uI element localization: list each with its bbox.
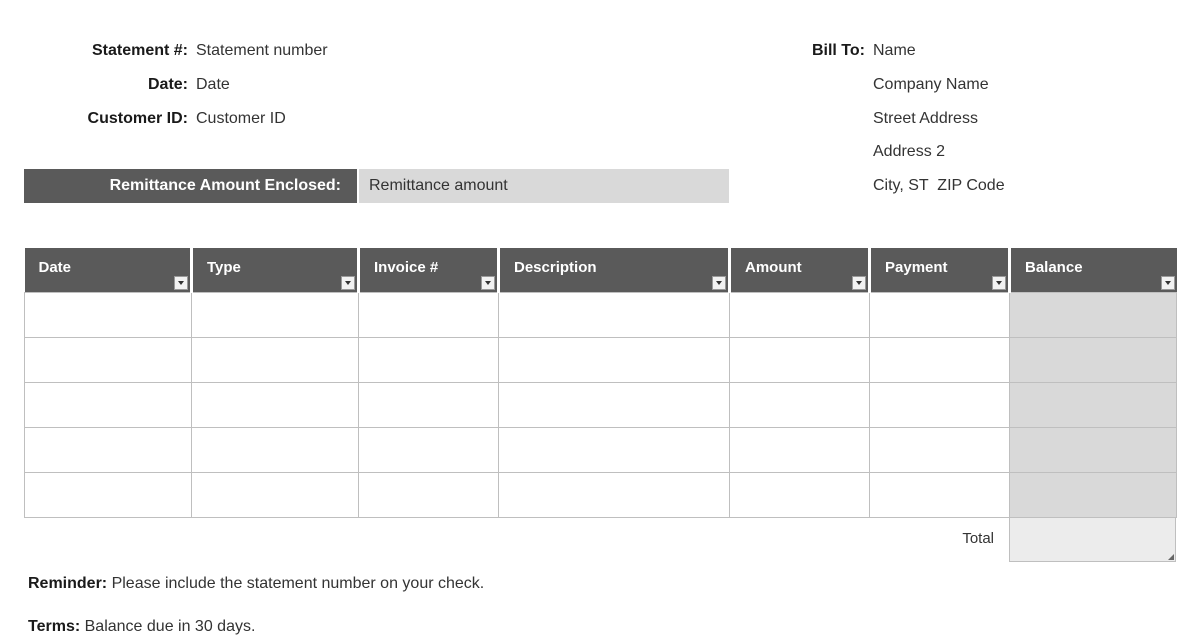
bill-to-city-state-zip[interactable]: City, ST ZIP Code — [873, 177, 1005, 194]
bill-to-address2[interactable]: Address 2 — [873, 143, 946, 160]
table-row — [25, 292, 1177, 337]
column-header-date — [25, 248, 192, 292]
balance-cell[interactable] — [1010, 472, 1177, 517]
description-cell[interactable] — [499, 382, 730, 427]
total-balance-cell[interactable] — [1009, 517, 1176, 562]
type-cell[interactable] — [192, 427, 359, 472]
type-cell[interactable] — [192, 382, 359, 427]
customer-id-label: Customer ID: — [87, 110, 188, 127]
invoice-cell[interactable] — [359, 337, 499, 382]
table-header-row — [25, 248, 1177, 292]
description-cell[interactable] — [499, 427, 730, 472]
column-header-label: Date — [38, 259, 72, 277]
date-label: Date: — [147, 76, 188, 93]
column-header-balance — [1010, 248, 1177, 292]
column-header-label: Amount — [745, 259, 802, 277]
filter-dropdown-icon[interactable] — [341, 276, 355, 290]
invoice-cell[interactable] — [359, 292, 499, 337]
payment-cell[interactable] — [870, 427, 1010, 472]
column-header-type — [192, 248, 359, 292]
amount-cell[interactable] — [730, 382, 870, 427]
filter-dropdown-icon[interactable] — [992, 276, 1006, 290]
column-header-payment — [870, 248, 1010, 292]
type-cell[interactable] — [192, 337, 359, 382]
table-row — [25, 427, 1177, 472]
bill-to-company[interactable]: Company Name — [873, 76, 989, 93]
type-cell[interactable] — [192, 472, 359, 517]
type-cell[interactable] — [192, 292, 359, 337]
description-cell[interactable] — [499, 292, 730, 337]
column-header-description — [499, 248, 730, 292]
column-header-label: Invoice # — [374, 259, 439, 277]
payment-cell[interactable] — [870, 382, 1010, 427]
remittance-label: Remittance Amount Enclosed: — [24, 169, 357, 203]
filter-dropdown-icon[interactable] — [1161, 276, 1175, 290]
total-label: Total — [962, 530, 994, 547]
invoice-cell[interactable] — [359, 382, 499, 427]
table-row — [25, 472, 1177, 517]
payment-cell[interactable] — [870, 472, 1010, 517]
balance-cell[interactable] — [1010, 292, 1177, 337]
date-cell[interactable] — [25, 292, 192, 337]
reminder-text[interactable]: Please include the statement number on your check. — [111, 575, 485, 592]
balance-cell[interactable] — [1010, 382, 1177, 427]
column-header-label: Balance — [1025, 259, 1083, 277]
reminder-note — [28, 575, 484, 593]
balance-cell[interactable] — [1010, 427, 1177, 472]
invoice-cell[interactable] — [359, 427, 499, 472]
filter-dropdown-icon[interactable] — [712, 276, 726, 290]
date-cell[interactable] — [25, 337, 192, 382]
column-header-invoice — [359, 248, 499, 292]
amount-cell[interactable] — [730, 337, 870, 382]
bill-to-street[interactable]: Street Address — [873, 110, 978, 127]
table-row — [25, 337, 1177, 382]
filter-dropdown-icon[interactable] — [481, 276, 495, 290]
statement-table — [24, 248, 1177, 518]
reminder-label: Reminder: — [28, 575, 108, 592]
table-row — [25, 382, 1177, 427]
column-header-label: Type — [207, 259, 241, 277]
customer-id-value[interactable]: Customer ID — [196, 110, 286, 127]
date-cell[interactable] — [25, 382, 192, 427]
date-value[interactable]: Date — [196, 76, 230, 93]
description-cell[interactable] — [499, 472, 730, 517]
column-header-label: Description — [514, 259, 597, 277]
column-header-amount — [730, 248, 870, 292]
payment-cell[interactable] — [870, 292, 1010, 337]
column-header-label: Payment — [885, 259, 948, 277]
invoice-cell[interactable] — [359, 472, 499, 517]
terms-text[interactable]: Balance due in 30 days. — [84, 618, 256, 635]
filter-dropdown-icon[interactable] — [174, 276, 188, 290]
description-cell[interactable] — [499, 337, 730, 382]
bill-to-name[interactable]: Name — [873, 42, 916, 59]
statement-number-value[interactable]: Statement number — [196, 42, 328, 59]
bill-to-label: Bill To: — [811, 42, 865, 59]
payment-cell[interactable] — [870, 337, 1010, 382]
terms-label: Terms: — [28, 618, 81, 635]
statement-number-label: Statement #: — [91, 42, 188, 59]
amount-cell[interactable] — [730, 292, 870, 337]
fill-handle-icon[interactable] — [1168, 554, 1174, 560]
date-cell[interactable] — [25, 427, 192, 472]
balance-cell[interactable] — [1010, 337, 1177, 382]
date-cell[interactable] — [25, 472, 192, 517]
terms-note — [28, 618, 255, 636]
remittance-amount-field[interactable]: Remittance amount — [359, 169, 729, 203]
amount-cell[interactable] — [730, 427, 870, 472]
filter-dropdown-icon[interactable] — [852, 276, 866, 290]
amount-cell[interactable] — [730, 472, 870, 517]
